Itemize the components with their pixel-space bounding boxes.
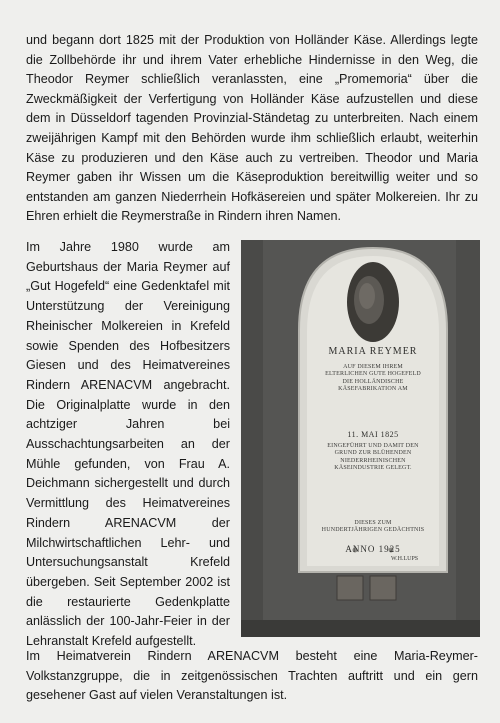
paragraph-intro: und begann dort 1825 mit der Produktion von Holländer Käse. Allerdings legte die Zollbehörde ihr und ihrem Vater erhebliche Hindernisse in den Weg, die Theodor Reymer schließlich veranlassten, eine „Promemoria“ über die Zweckmäßigkeit der Verfertigung von Holländer Käse aufzustellen und diese dem in Düsseldorf tagenden Provinzial-Ständetag zu unterbreiten. Nach einem zweijährigen Kampf mit den Behörden wurde ihm schließlich erlaubt, weiterhin Käse zu produzieren und den Käse auch zu vertreiben. Theodor und Maria Reymer gaben ihr Wissen um die Käseproduktion bereitwillig weiter und so entstanden am ganzen Niederrhein Hofkäsereien und später Molkereien. Ihr zu Ehren erhielt die Reymerstraße in Rindern ihren Namen. bbox=[26, 33, 478, 224]
plaque-title: MARIA REYMER bbox=[328, 346, 418, 357]
paragraph-dance-group: Im Heimatverein Rindern ARENACVM besteht eine Maria-Reymer-Volkstanzgruppe, die in zeitgenössischen Trachten auftritt und ein gern gesehener Gast auf vielen Veranstaltungen ist. bbox=[26, 649, 478, 703]
plaque-signature: W.H.LUPS bbox=[391, 556, 419, 562]
paragraph-memorial-plaque: Im Jahre 1980 wurde am Geburtshaus der Maria Reymer auf „Gut Hogefeld“ eine Gedenktafel mit Unterstützung der Vereinigung Rheinischer Molkereien in Krefeld sowie Spenden des Hofbesitzers Giesen und des Heimatvereines Rindern ARENACVM angebracht. Die Originalplatte wurde in den achtziger Jahren bei Ausschachtungsarbeiten an der Mühle gefunden, von Frau A. Deichmann sichergestellt und durch Vermittlung des Heimatvereines Rindern ARENACVM der Milchwirtschaftlichen Lehr- und Untersuchungsanstalt Krefeld übergeben. Seit September 2002 ist die restaurierte Gedenkplatte anlässlich der 100-Jahr-Feier in der Lehranstalt Krefeld aufgestellt. bbox=[26, 240, 230, 649]
plaque-text-3: DIESES ZUM HUNDERTJÄHRIGEN GEDÄCHTNIS bbox=[321, 520, 425, 534]
plaque-year: ANNO 1925 bbox=[345, 544, 401, 554]
plaque-date: 11. MAI 1825 bbox=[347, 430, 399, 439]
plaque-text-1: AUF DIESEM IHREM ELTERLICHEN GUTE HOGEFELD DIE HOLLÄNDISCHE KÄSEFABRIKATION AM bbox=[325, 364, 421, 392]
memorial-plaque-photo bbox=[241, 240, 480, 637]
plaque-text-2: EINGEFÜHRT UND DAMIT DEN GRUND ZUR BLÜHENDEN NIEDERRHEINISCHEN KÄSEINDUSTRIE GELEGT. bbox=[327, 443, 419, 471]
